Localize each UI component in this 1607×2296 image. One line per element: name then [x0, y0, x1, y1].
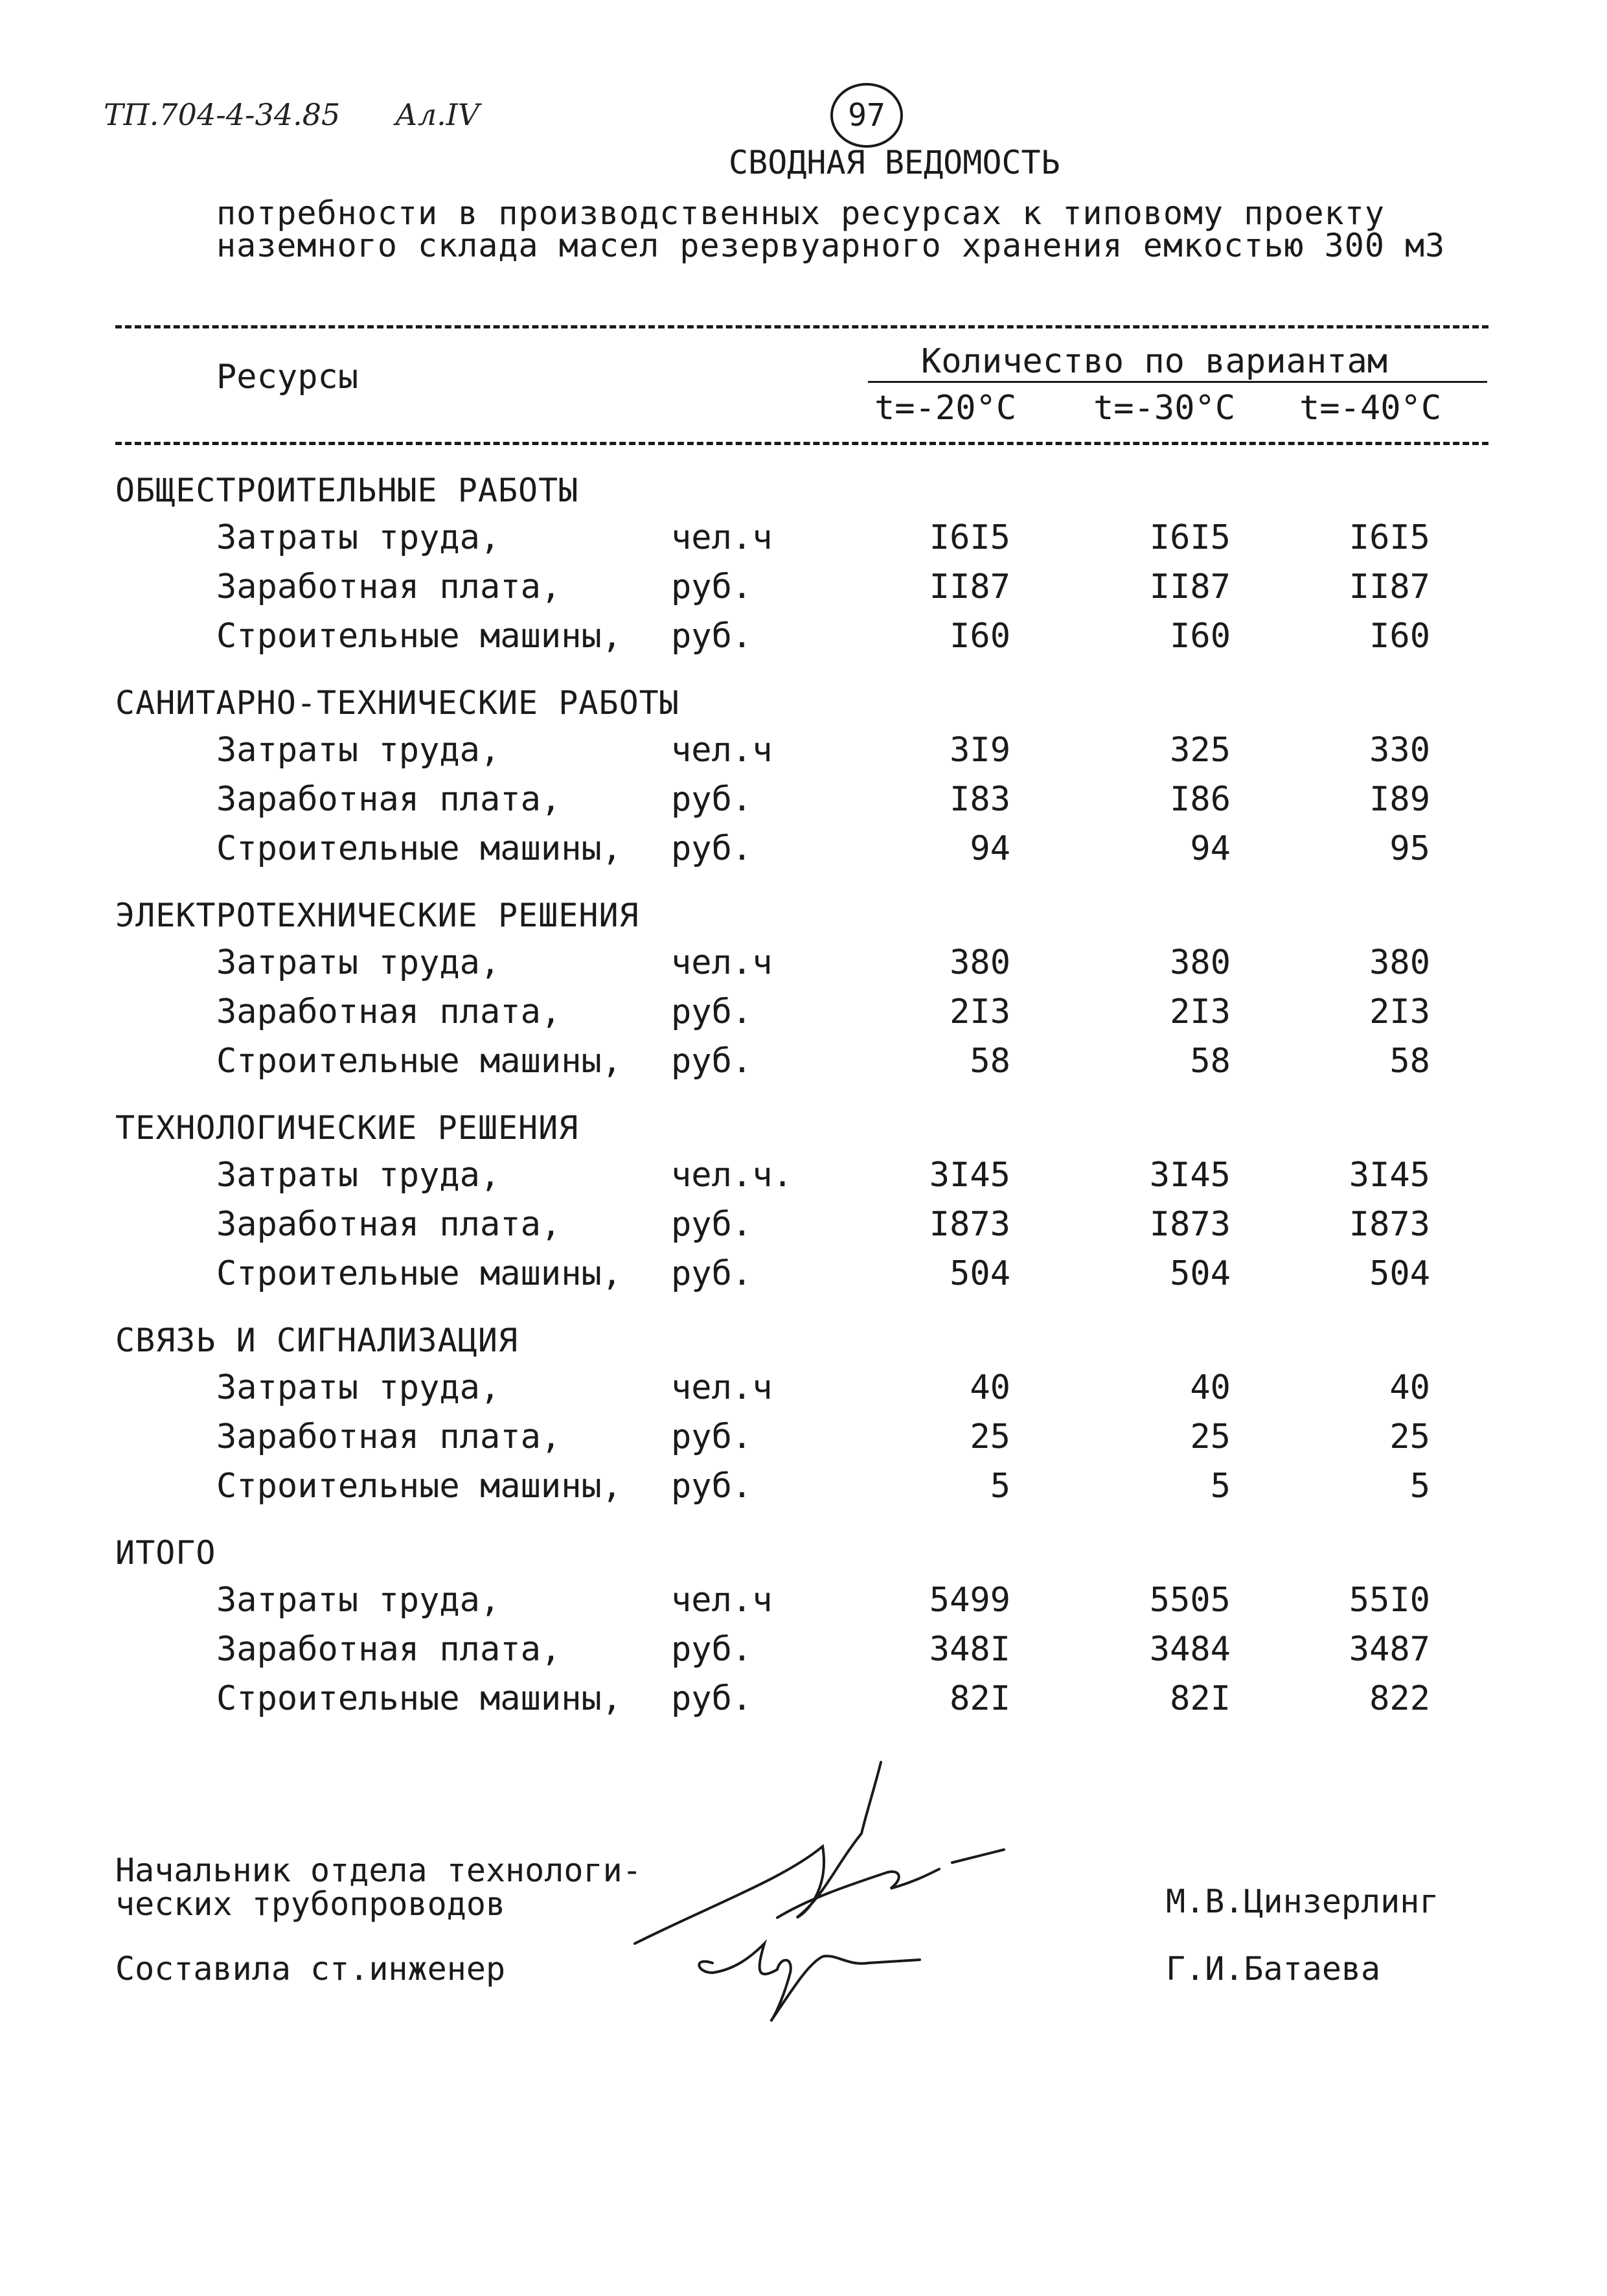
unit: чел.ч. — [671, 1156, 793, 1195]
table-row — [0, 518, 1607, 564]
value-t40: I60 — [1369, 617, 1430, 656]
resource-name: Строительные машины, — [216, 829, 622, 868]
value-t20: I83 — [950, 780, 1010, 819]
value-t20: 82I — [950, 1679, 1010, 1718]
value-t30: 5 — [1210, 1467, 1231, 1506]
value-t30: 5505 — [1149, 1581, 1231, 1620]
unit: руб. — [671, 1418, 753, 1456]
album-number: Ал.IV — [395, 97, 480, 132]
value-t20: 3I9 — [950, 731, 1010, 770]
value-t20: 3I45 — [929, 1156, 1010, 1195]
column-header-t20: t=-20°C — [874, 389, 1017, 428]
handwritten-signatures — [615, 1749, 1069, 2028]
signer-role-1-line-2: ческих трубопроводов — [115, 1885, 506, 1923]
unit: чел.ч — [671, 943, 773, 982]
section-title: ЭЛЕКТРОТЕХНИЧЕСКИЕ РЕШЕНИЯ — [115, 897, 639, 934]
resource-name: Затраты труда, — [216, 518, 501, 557]
quantity-header-underline — [868, 381, 1487, 383]
value-t30: I60 — [1170, 617, 1231, 656]
value-t40: 40 — [1389, 1368, 1430, 1407]
unit: руб. — [671, 1679, 753, 1718]
unit: руб. — [671, 780, 753, 819]
value-t20: I6I5 — [929, 518, 1010, 557]
resource-name: Затраты труда, — [216, 1368, 501, 1407]
value-t30: 58 — [1190, 1042, 1231, 1081]
value-t40: 55I0 — [1349, 1581, 1430, 1620]
value-t40: 3487 — [1349, 1630, 1430, 1669]
table-row — [0, 1418, 1607, 1463]
table-row — [0, 568, 1607, 613]
section-title: ТЕХНОЛОГИЧЕСКИЕ РЕШЕНИЯ — [115, 1109, 579, 1147]
resource-name: Заработная плата, — [216, 780, 562, 819]
value-t40: I6I5 — [1349, 518, 1430, 557]
table-row — [0, 993, 1607, 1038]
unit: руб. — [671, 993, 753, 1031]
value-t30: 25 — [1190, 1418, 1231, 1456]
subtitle-line-1: потребности в производственных ресурсах к типовому проекту — [216, 194, 1385, 232]
value-t40: 330 — [1369, 731, 1430, 770]
value-t30: 94 — [1190, 829, 1231, 868]
value-t40: 822 — [1369, 1679, 1430, 1718]
signature-1 — [635, 1762, 1004, 1944]
value-t30: 504 — [1170, 1254, 1231, 1293]
value-t20: 94 — [970, 829, 1010, 868]
value-t30: I6I5 — [1149, 518, 1231, 557]
resource-name: Строительные машины, — [216, 1679, 622, 1718]
section-title: СВЯЗЬ И СИГНАЛИЗАЦИЯ — [115, 1322, 519, 1359]
unit: чел.ч — [671, 731, 773, 770]
value-t30: 40 — [1190, 1368, 1231, 1407]
value-t20: 25 — [970, 1418, 1010, 1456]
table-row — [0, 829, 1607, 875]
table-row — [0, 617, 1607, 662]
resource-name: Затраты труда, — [216, 943, 501, 982]
resource-name: Заработная плата, — [216, 1205, 562, 1244]
subtitle-line-2: наземного склада масел резервуарного хранения емкостью 300 м3 — [216, 227, 1446, 264]
top-dashed-rule — [115, 325, 1488, 328]
value-t20: 2I3 — [950, 993, 1010, 1031]
value-t40: 504 — [1369, 1254, 1430, 1293]
value-t20: 380 — [950, 943, 1010, 982]
column-header-t30: t=-30°C — [1093, 389, 1236, 428]
table-row — [0, 1254, 1607, 1300]
unit: руб. — [671, 829, 753, 868]
value-t40: 95 — [1389, 829, 1430, 868]
value-t30: 2I3 — [1170, 993, 1231, 1031]
document-code: ТП.704-4-34.85 — [104, 97, 341, 132]
resource-name: Заработная плата, — [216, 993, 562, 1031]
table-row — [0, 1581, 1607, 1626]
resource-name: Затраты труда, — [216, 731, 501, 770]
value-t30: 3I45 — [1149, 1156, 1231, 1195]
section-title: ОБЩЕСТРОИТЕЛЬНЫЕ РАБОТЫ — [115, 472, 579, 509]
value-t20: 348I — [929, 1630, 1010, 1669]
signer-name-1: М.В.Цинзерлинг — [1166, 1883, 1439, 1920]
value-t20: I60 — [950, 617, 1010, 656]
quantity-group-header: Количество по вариантам — [921, 342, 1388, 381]
value-t40: I873 — [1349, 1205, 1430, 1244]
resource-name: Строительные машины, — [216, 1254, 622, 1293]
resource-name: Строительные машины, — [216, 1467, 622, 1506]
signer-role-1-line-1: Начальник отдела технологи- — [115, 1852, 642, 1889]
signature-2 — [699, 1944, 920, 2021]
value-t30: 3484 — [1149, 1630, 1231, 1669]
value-t20: I873 — [929, 1205, 1010, 1244]
resource-name: Затраты труда, — [216, 1156, 501, 1195]
value-t20: 504 — [950, 1254, 1010, 1293]
value-t40: 3I45 — [1349, 1156, 1430, 1195]
value-t30: 325 — [1170, 731, 1231, 770]
unit: руб. — [671, 1254, 753, 1293]
value-t40: 58 — [1389, 1042, 1430, 1081]
value-t40: 5 — [1409, 1467, 1430, 1506]
table-row — [0, 943, 1607, 989]
value-t40: 380 — [1369, 943, 1430, 982]
resource-name: Заработная плата, — [216, 568, 562, 606]
unit: руб. — [671, 1630, 753, 1669]
resource-name: Строительные машины, — [216, 617, 622, 656]
resource-name: Строительные машины, — [216, 1042, 622, 1081]
value-t40: I89 — [1369, 780, 1430, 819]
table-row — [0, 1630, 1607, 1675]
value-t30: 380 — [1170, 943, 1231, 982]
table-row — [0, 1156, 1607, 1201]
resource-name: Заработная плата, — [216, 1630, 562, 1669]
table-row — [0, 780, 1607, 825]
unit: руб. — [671, 1205, 753, 1244]
column-header-t40: t=-40°C — [1299, 389, 1442, 428]
value-t20: 40 — [970, 1368, 1010, 1407]
section-title: ИТОГО — [115, 1534, 216, 1572]
header-bottom-dashed-rule — [115, 442, 1488, 445]
table-row — [0, 1467, 1607, 1512]
unit: чел.ч — [671, 518, 773, 557]
value-t20: 58 — [970, 1042, 1010, 1081]
signer-name-2: Г.И.Батаева — [1166, 1950, 1381, 1988]
document-title: СВОДНАЯ ВЕДОМОСТЬ — [729, 144, 1060, 181]
table-row — [0, 731, 1607, 776]
section-title: САНИТАРНО-ТЕХНИЧЕСКИЕ РАБОТЫ — [115, 684, 679, 722]
value-t20: 5499 — [929, 1581, 1010, 1620]
table-row — [0, 1205, 1607, 1250]
unit: руб. — [671, 568, 753, 606]
unit: чел.ч — [671, 1581, 773, 1620]
value-t20: II87 — [929, 568, 1010, 606]
table-row — [0, 1042, 1607, 1087]
resources-column-header: Ресурсы — [216, 358, 359, 396]
value-t30: I873 — [1149, 1205, 1231, 1244]
value-t40: 2I3 — [1369, 993, 1430, 1031]
unit: руб. — [671, 1042, 753, 1081]
value-t30: 82I — [1170, 1679, 1231, 1718]
value-t40: 25 — [1389, 1418, 1430, 1456]
value-t30: I86 — [1170, 780, 1231, 819]
value-t20: 5 — [990, 1467, 1010, 1506]
table-row — [0, 1368, 1607, 1414]
unit: руб. — [671, 1467, 753, 1506]
value-t40: II87 — [1349, 568, 1430, 606]
signer-role-2: Составила ст.инженер — [115, 1950, 506, 1988]
unit: руб. — [671, 617, 753, 656]
unit: чел.ч — [671, 1368, 773, 1407]
resource-name: Заработная плата, — [216, 1418, 562, 1456]
table-row — [0, 1679, 1607, 1725]
page-number: 97 — [830, 83, 903, 148]
resource-name: Затраты труда, — [216, 1581, 501, 1620]
value-t30: II87 — [1149, 568, 1231, 606]
